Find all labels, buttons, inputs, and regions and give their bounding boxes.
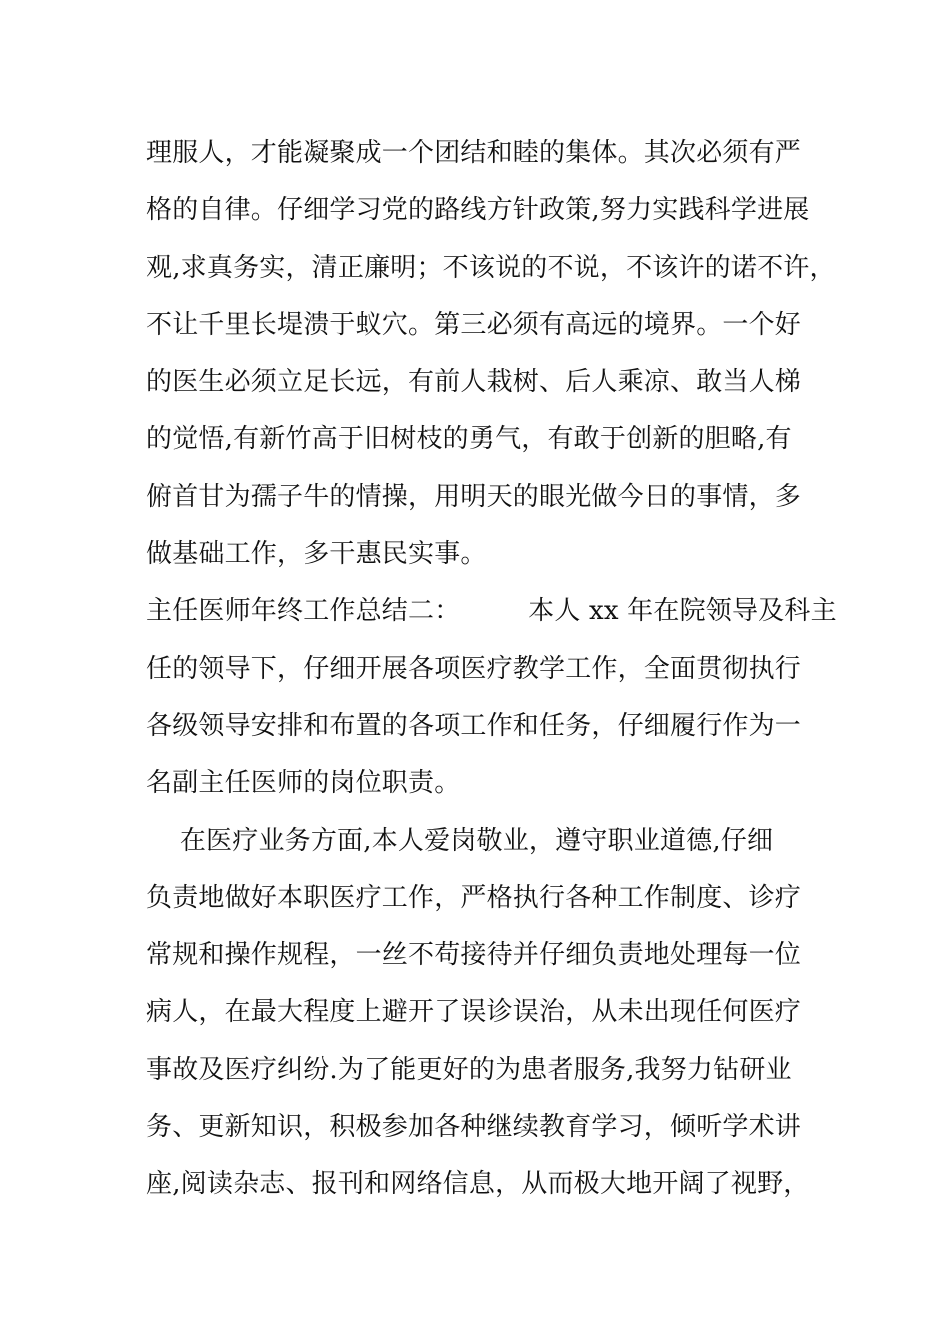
text-line: 格的自律。仔细学习党的路线方针政策,努力实践科学进展 [146, 195, 810, 226]
document-body [146, 125, 837, 1214]
text-line: 理服人，才能凝聚成一个团结和睦的集体。其次必须有严 [146, 138, 802, 168]
text-line: 负责地做好本职医疗工作，严格执行各种工作制度、诊疗 [146, 882, 802, 913]
text-line: 座,阅读杂志、报刊和网络信息，从而极大地开阔了视野， [146, 1169, 810, 1200]
text-line: 常规和操作规程，一丝不苟接待并仔细负责地处理每一位 [146, 940, 802, 971]
text-line: 的觉悟,有新竹高于旧树枝的勇气，有敢于创新的胆略,有 [146, 424, 792, 455]
text-line: 务、更新知识，积极参加各种继续教育学习，倾听学术讲 [146, 1112, 802, 1143]
text-line: 任的领导下，仔细开展各项医疗教学工作，全面贯彻执行 [146, 653, 802, 684]
text-line: 观,求真务实，清正廉明；不该说的不说，不该许的诺不许， [146, 252, 836, 283]
text-line: 事故及医疗纠纷.为了能更好的为患者服务,我努力钻研业 [146, 1054, 792, 1085]
text-line: 名副主任医师的岗位职责。 [146, 768, 461, 799]
text-line: 俯首甘为孺子牛的情操，用明天的眼光做今日的事情，多 [146, 481, 802, 512]
text-line: 病人，在最大程度上避开了误诊误治，从未出现任何医疗 [146, 997, 802, 1028]
section-heading-line: 主任医师年终工作总结二： 本人 xx 年在院领导及科主 [146, 596, 837, 627]
text-line: 各级领导安排和布置的各项工作和任务，仔细履行作为一 [146, 710, 802, 741]
text-line: 做基础工作，多干惠民实事。 [146, 539, 487, 570]
text-line: 不让千里长堤溃于蚁穴。第三必须有高远的境界。一个好 [146, 309, 802, 340]
text-line: 的医生必须立足长远，有前人栽树、后人乘凉、敢当人梯 [146, 367, 802, 398]
paragraph-start-line: 在医疗业务方面,本人爱岗敬业，遵守职业道德,仔细 [146, 825, 774, 856]
